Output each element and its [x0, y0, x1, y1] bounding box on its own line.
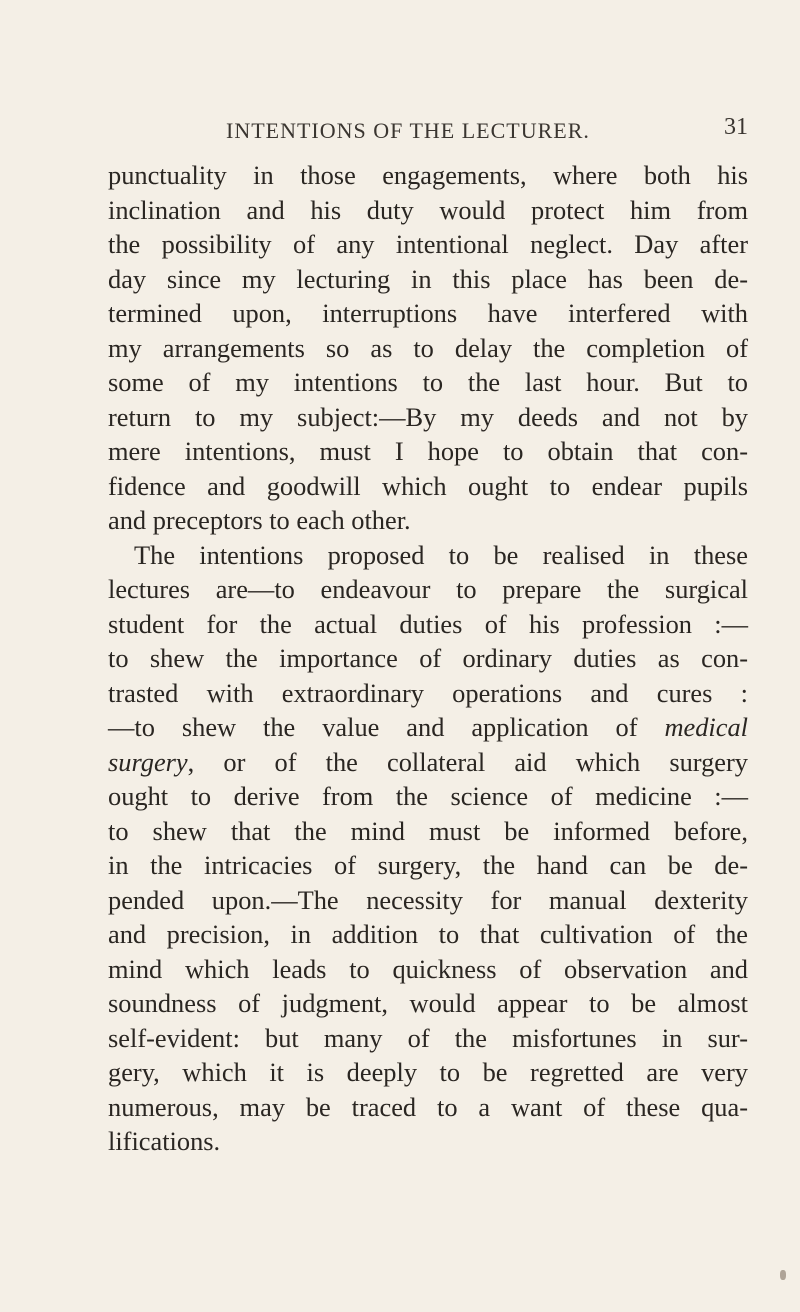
text-line: numerous, may be traced to a want of these qua-	[108, 1091, 748, 1122]
text-line: punctuality in those engagements, where both his	[108, 160, 748, 190]
text-line: lectures are—to endeavour to prepare the surgical	[108, 574, 748, 604]
text-line: The intentions proposed to be realised in these	[134, 539, 748, 570]
text-line: my arrangements so as to delay the completion of	[108, 332, 748, 363]
text-line: return to my subject:—By my deeds and not by	[108, 401, 748, 432]
text-line: to shew that the mind must be informed before,	[108, 815, 748, 846]
page-number: 31	[724, 114, 748, 140]
text-line: trasted with extraordinary operations and cures :	[108, 677, 748, 708]
text-line: some of my intentions to the last hour. But to	[108, 367, 748, 397]
text-line: gery, which it is deeply to be regretted are very	[108, 1057, 748, 1087]
text-line: in the intricacies of surgery, the hand can be de-	[108, 850, 748, 880]
text-line: to shew the importance of ordinary duties as con-	[108, 643, 748, 673]
text-line: mere intentions, must I hope to obtain that con-	[108, 436, 748, 466]
text-line: fidence and goodwill which ought to endear pupils	[108, 470, 748, 501]
text-line: day since my lecturing in this place has been de-	[108, 263, 748, 294]
text-line: inclination and his duty would protect him from	[108, 194, 748, 225]
text-line	[108, 745, 748, 780]
italic-text: surgery	[108, 746, 188, 777]
text-line: pended upon.—The necessity for manual dexterity	[108, 884, 748, 915]
text-line: lifications.	[108, 1126, 221, 1156]
italic-text: medical	[664, 712, 748, 742]
text-run: —to shew the value and application of	[108, 712, 665, 742]
paper-speck	[780, 1270, 786, 1280]
running-head: INTENTIONS OF THE LECTURER.	[226, 118, 590, 143]
text-line: and precision, in addition to that cultivation of the	[108, 919, 748, 949]
text-line: ought to derive from the science of medicine :—	[108, 781, 748, 811]
text-line: mind which leads to quickness of observation and	[108, 953, 748, 984]
text-line: soundness of judgment, would appear to be almost	[108, 988, 748, 1018]
body-text	[108, 158, 748, 1159]
text-line: and preceptors to each other.	[108, 505, 411, 535]
text-line: self-evident: but many of the misfortunes in sur-	[108, 1022, 748, 1053]
text-line	[108, 710, 748, 745]
text-line: termined upon, interruptions have interfered with	[108, 298, 748, 328]
text-run: , or of the collateral aid which surgery	[187, 746, 748, 777]
text-line: the possibility of any intentional neglect. Day after	[108, 229, 748, 259]
text-line: student for the actual duties of his profession :—	[108, 608, 748, 639]
